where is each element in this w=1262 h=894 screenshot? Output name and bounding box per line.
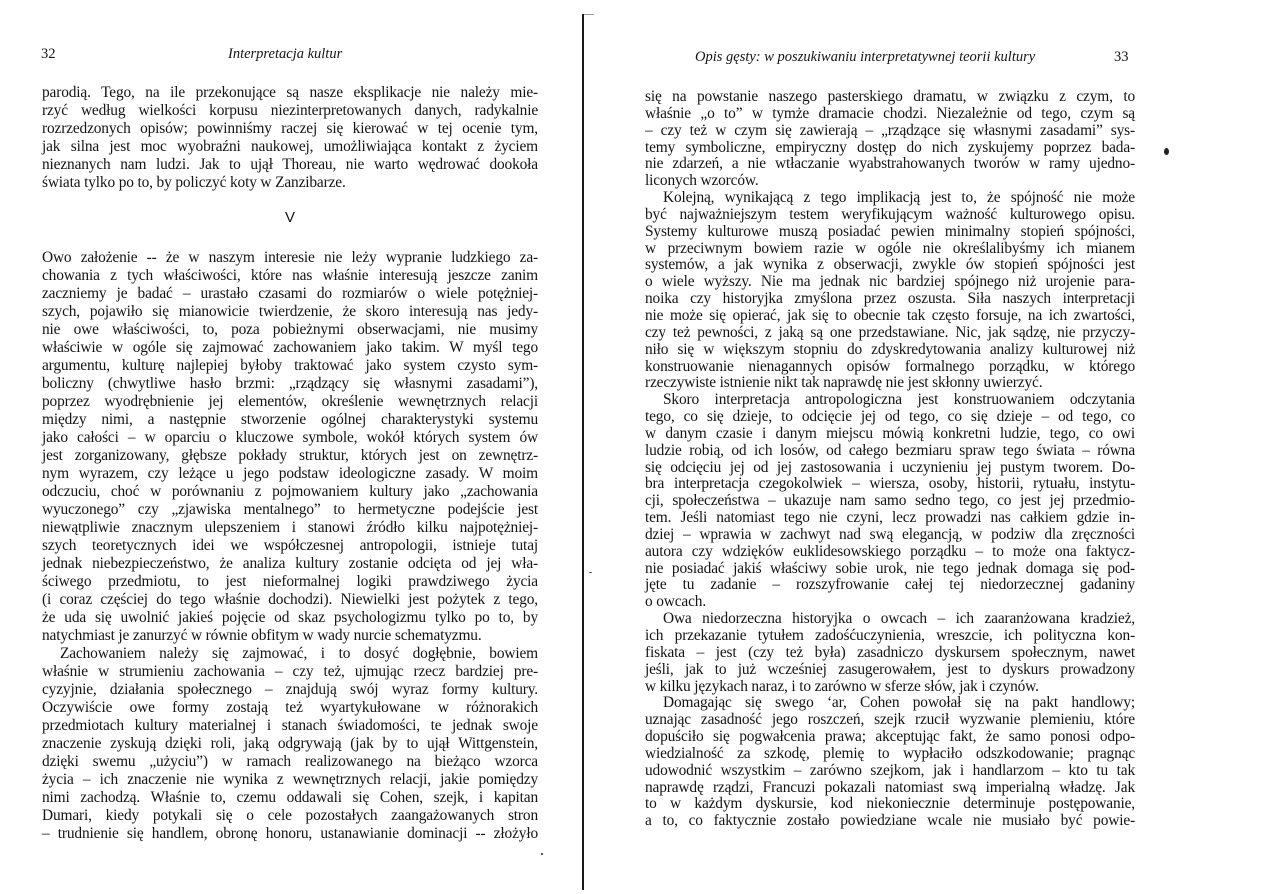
text-line: dzięki swemu „użyciu”) w ramach realizowanego na bieżąco wzorca	[42, 753, 538, 770]
text-line: – trudnienie się handlem, obronę honoru, ustanawianie dominacji -- złożyło	[42, 825, 538, 842]
text-line: temy symboliczne, empiryczny dostęp do nich zyskujemy poprzez bada-	[645, 138, 1135, 156]
text-line: ich przekazanie tytułem zadośćuczynienia, wreszcie, ich polityczna kon-	[645, 627, 1135, 644]
text-line: Skoro interpretacja antropologiczna jest konstruowaniem odczytania	[663, 391, 1135, 409]
text-line: o wiele wyższy. Nie ma jednak nic bardziej spójnego niż urojenie para-	[645, 273, 1135, 291]
paragraph	[645, 89, 1135, 830]
left-page	[0, 0, 580, 894]
text-line: właśnie „o to” w tymże dramacie chodzi. Niezależnie od tego, czym są	[645, 104, 1135, 122]
text-line: – czy też w czym się zawierają – „rządzące się własnymi zasadami” sys-	[645, 121, 1135, 139]
text-line: niło się w większym stopniu do zdyskredytowania analizy kulturowej niż	[645, 340, 1135, 358]
text-line: wyuczonego” czy „zjawiska mentalnego” to hermetyczne podejście jest	[42, 501, 538, 518]
text-line: jednak niebezpieczeństwo, że analiza kultury zostanie odcięta od jej wła-	[42, 555, 538, 572]
text-line: jęte tu zadanie – rozszyfrowanie całej tej niedorzecznej gadaniny	[645, 576, 1135, 594]
page-number: 32	[41, 46, 56, 62]
paragraph	[42, 249, 538, 843]
text-line: a to, co faktycznie zostało powiedziane wcale nie musiało być powie-	[645, 812, 1135, 830]
text-line: jak silna jest moc wyobraźni naukowej, umożliwiająca kontakt z życiem	[42, 138, 538, 155]
text-line: naprawdę rządzi, Francuzi pokazali natomiast swą imperialną władzę. Jak	[645, 778, 1135, 796]
text-line: rozrzedzonych opisów; powinniśmy raczej się kierować w tej ocenie tym,	[42, 120, 538, 137]
text-line: poprzez wyodrębnienie jej elementów, określenie wewnętrznych relacji	[42, 393, 538, 410]
text-line: w przeciwnym bowiem razie w ogóle nie określalibyśmy ich mianem	[645, 239, 1135, 257]
page-number: 33	[1114, 49, 1129, 65]
text-line: bra interpretacja czegokolwiek – wiersza, osoby, historii, rytuału, instytu-	[645, 475, 1135, 493]
text-line: nimi zachodzą. Właśnie to, czemu oddawali się Cohen, szejk, i kapitan	[42, 789, 538, 806]
text-line: nieznanych nam ludzi. Jak to ujął Thoreau, nie warto wędrować dookoła	[42, 156, 538, 173]
text-line: liconych wzorców.	[645, 172, 759, 190]
paragraph	[42, 84, 538, 192]
book-spine-gutter	[582, 14, 584, 890]
text-line: udowodnić wszystkim – zarówno szejkom, jak i handlarzom – kto tu tak	[645, 761, 1135, 779]
text-line: nie może się opierać, jak się to obecnie tak często forsuje, na ich zwartości,	[645, 306, 1135, 324]
text-line: się odcięciu jej od jej zastosowania i uczynieniu jej pustym tworem. Do-	[645, 458, 1135, 476]
text-line: szych, pojawiło się mianowicie twierdzenie, że skoro interesują nas jedy-	[42, 303, 538, 320]
text-line: (i coraz częściej do tego właśnie dochodzi). Niewielki jest pożytek z tego,	[42, 591, 538, 608]
text-line: rzyć według wielkości korpusu niezinterpretowanych danych, radykalnie	[42, 102, 538, 119]
text-line: między nimi, a następnie stworzenie ogólnej charakterystyki systemu	[42, 411, 538, 428]
text-line: parodią. Tego, na ile przekonujące są nasze eksplikacje nie należy mie-	[42, 84, 538, 101]
text-line: szych teoretycznych idei we współczesnej antropologii, istnieje tutaj	[42, 537, 538, 554]
text-line: zaczniemy je badać – urastało czasami do rozmiarów o wiele potężniej-	[42, 285, 538, 302]
text-line: ściwego przedmiotu, to jest nieformalnej logiki prawdziwego życia	[42, 573, 538, 590]
text-line: wiedzialność za szkodę, plemię to wypłaciło odszkodowanie; pragnąc	[645, 744, 1135, 762]
text-line: odczuciu, choć w porównaniu z pojmowaniem kultury jako „zachowania	[42, 483, 538, 500]
text-line: rzeczywiste istnienie nikt tak naprawdę nie jest skłonny uwierzyć.	[645, 374, 1043, 392]
text-line: noika czy historyjka zmyślona przez oszusta. Siła naszych interpretacji	[645, 290, 1135, 308]
text-line: cyzyjnie, działania społecznego – znajdują swój wyraz formy kultury.	[42, 681, 538, 698]
text-line: o owcach.	[645, 593, 707, 611]
text-line: Systemy kulturowe muszą posiadać pewien minimalny stopień spójności,	[645, 222, 1135, 240]
text-line: cji, społeczeństwa – ukazuje nam samo sedno tego, co jest jej przedmio-	[645, 492, 1135, 510]
text-line: jest zorganizowany, głębsze pokłady struktur, których jest on zewnętrz-	[42, 447, 538, 464]
text-line: Zachowaniem należy się zajmować, i to dosyć dogłębnie, bowiem	[60, 645, 538, 662]
text-line: Owo założenie -- że w naszym interesie nie leży wypranie ludzkiego za-	[42, 249, 538, 266]
text-line: uznając zasadność jego roszczeń, szejk rzucił wyzwanie plemieniu, które	[645, 711, 1135, 729]
text-line: Dumari, kiedy potykali się o cele pozostałych zaangażowanych stron	[42, 807, 538, 824]
text-line: niewątpliwie znacznym ulepszeniem i stanowi źródło kilku najpotężniej-	[42, 519, 538, 536]
section-heading: V	[285, 209, 296, 226]
text-line: tem. Jeśli natomiast tego nie czyni, lecz prowadzi nas całkiem gdzie in-	[645, 509, 1135, 527]
text-line: Kolejną, wynikającą z tego implikacją jest to, że spójność nie może	[663, 189, 1135, 207]
text-line: boliczny (chwytliwe hasło brzmi: „rządzący się własnymi zasadami”),	[42, 375, 538, 392]
text-line: nie zdarzeń, a nie wtłaczanie wyabstrahowanych tworów w ramy ujedno-	[645, 155, 1135, 173]
text-line: znaczenie zyskują dzięki roli, jaką odgrywają (jak by to ujął Wittgenstein,	[42, 735, 538, 752]
text-line: nym wyrazem, czy leżące u jego podstaw ideologiczne zasady. W moim	[42, 465, 538, 482]
text-line: nie owe właściwości, to, poza pobieżnymi obserwacjami, nie musimy	[42, 321, 538, 338]
text-line: być najważniejszym testem weryfikującym ważność kulturowego opisu.	[645, 205, 1135, 223]
text-line: przedmiotach kultury materialnej i stanach świadomości, te jednak swoje	[42, 717, 538, 734]
text-line: autora czy wdzięków euklidesowskiego porządku – to może ona faktycz-	[645, 542, 1135, 560]
text-line: w kilku językach naraz, i to zarówno w sferze słów, jak i czynów.	[645, 677, 1039, 695]
running-head: Opis gęsty: w poszukiwaniu interpretatywnej teorii kultury	[695, 49, 1036, 65]
text-line: natychmiast je zanurzyć w równie obfitym w wady nurcie schematyzmu.	[42, 627, 482, 644]
text-line: to w każdym dyskursie, kod niekoniecznie determinuje postępowanie,	[645, 795, 1135, 813]
text-line: fiskata – jest (czy też była) zasadniczo dyskursem społecznym, nawet	[645, 643, 1135, 661]
running-head: Interpretacja kultur	[228, 46, 343, 62]
text-line: właściwie w ogóle się zajmować zachowaniem jako takim. W myśl tego	[42, 339, 538, 356]
text-line: dziej – wprawia w zachwyt nad swą elegancją, w podziw dla zręczności	[645, 525, 1135, 543]
text-line: dopuściło się pogwałcenia prawa; akceptując fakt, że samo ponosi odpo-	[645, 728, 1135, 746]
text-line: konstruowanie nienagannych opisów formalnego porządku, w którego	[645, 357, 1135, 375]
text-line: Owa niedorzeczna historyjka o owcach – ich zaaranżowana kradzież,	[663, 610, 1135, 628]
text-line: czy też pewności, z jaką są one przedstawiane. Nic, jak sądzę, nie przyczy-	[645, 323, 1135, 341]
text-line: świata tylko po to, by policzyć koty w Zanzibarze.	[42, 174, 346, 191]
text-line: jako całości – w oparciu o kluczowe symbole, wokół których system ów	[42, 429, 538, 446]
text-line: ludzie robią, od ich losów, od całego bezmiaru spraw tego świata – równa	[645, 441, 1135, 459]
text-line: że uda się uwolnić jakieś pojęcie od skaz psychologizmu tylko po to, by	[42, 609, 538, 626]
text-line: tego, co się dzieje, to odcięcie jej od tego, co się dzieje – od tego, co	[645, 408, 1135, 426]
text-line: argumentu, kulturę najlepiej byłoby traktować jako system czysto sym-	[42, 357, 538, 374]
text-line: chowania z tych właściwości, które nas właśnie interesują jeszcze zanim	[42, 267, 538, 284]
text-line: właśnie w strumieniu zachowania – czy też, ujmując rzecz bardziej pre-	[42, 663, 538, 680]
text-line: w danym czasie i danym miejscu mówią konkretni ludzie, tego, co owi	[645, 424, 1135, 442]
text-line: Domagając się swego ‘ar, Cohen powołał się na pakt handlowy;	[663, 694, 1135, 712]
text-line: Oczywiście owe formy zostają też wyartykułowane w różnorakich	[42, 699, 538, 716]
text-line: jeśli, jak to już wcześniej zasugerowałem, jest to dyskurs prowadzony	[645, 660, 1135, 678]
text-line: nie posiadać jakiś właściwy sobie urok, nie tego jednak domaga się pod-	[645, 559, 1135, 577]
text-line: się na powstanie naszego pasterskiego dramatu, w związku z czym, to	[645, 88, 1135, 105]
text-line: życia – ich znaczenie nie wynika z wewnętrznych relacji, jakie pomiędzy	[42, 771, 538, 788]
text-line: systemów, a jak wynika z obserwacji, zwykle ów stopień spójności jest	[645, 256, 1135, 274]
right-page	[590, 0, 1262, 894]
